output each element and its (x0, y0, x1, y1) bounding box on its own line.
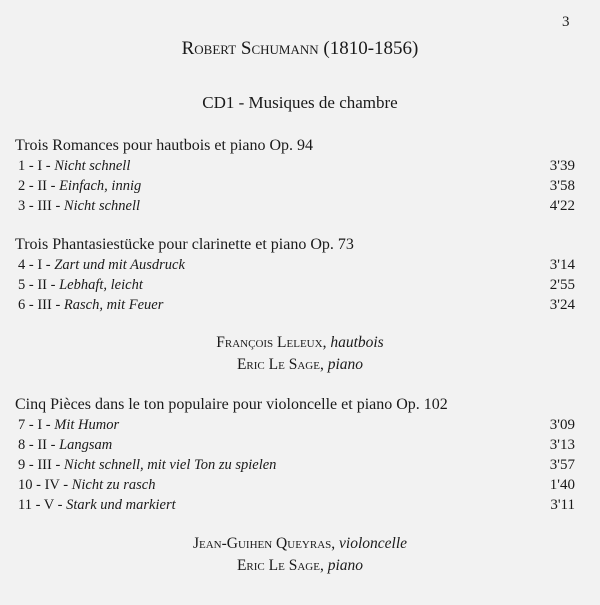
track-duration: 1'40 (549, 477, 575, 493)
track-title: Nicht schnell (54, 158, 131, 174)
work-section (15, 136, 575, 216)
track-row (15, 295, 575, 315)
track-title: Mit Humor (54, 417, 120, 433)
track-title: Nicht schnell (63, 198, 141, 214)
performer-name: Eric Le Sage (236, 557, 320, 574)
track-number: 11 - V - (18, 497, 67, 513)
track-duration: 3'58 (549, 178, 575, 194)
track-row (15, 196, 575, 216)
track-number: 10 - IV - (18, 477, 72, 493)
track-title: Einfach, innig (59, 178, 142, 194)
track-row (15, 156, 575, 176)
track-title: Lebhaft, leicht (59, 277, 143, 293)
work-title: Cinq Pièces dans le ton populaire pour violoncelle et piano Op. 102 (15, 396, 448, 413)
work-section (15, 395, 575, 515)
track-duration: 4'22 (549, 198, 575, 214)
track-number: 7 - I - (18, 417, 55, 433)
track-title: Nicht schnell, mit viel Ton zu spielen (63, 457, 277, 473)
performer-line: Eric Le Sage, piano (236, 557, 364, 574)
performer-role: violoncelle (339, 535, 408, 552)
composer-name: Robert Schumann (181, 38, 319, 59)
page-number: 3 (562, 14, 570, 30)
track-number: 8 - II - (18, 437, 60, 453)
track-title: Zart und mit Ausdruck (54, 257, 185, 273)
track-title: Stark und markiert (66, 497, 176, 513)
work-title: Trois Phantasiestücke pour clarinette et piano Op. 73 (15, 236, 354, 253)
track-row (15, 495, 575, 515)
track-number: 9 - III - (18, 457, 64, 473)
performer-role: piano (327, 356, 364, 373)
track-row (15, 455, 575, 475)
track-number: 4 - I - (18, 257, 55, 273)
track-duration: 2'55 (549, 277, 575, 293)
track-number: 5 - II - (18, 277, 60, 293)
performer-name: Jean-Guihen Queyras (192, 535, 332, 552)
work-section (15, 235, 575, 315)
track-row (15, 176, 575, 196)
performer-line: Jean-Guihen Queyras, violoncelle (192, 535, 408, 552)
track-number: 2 - II - (18, 178, 60, 194)
track-duration: 3'57 (549, 457, 575, 473)
track-title: Langsam (59, 437, 113, 453)
track-duration: 3'11 (550, 497, 575, 513)
track-duration: 3'24 (549, 297, 575, 313)
composer-heading (0, 38, 600, 60)
performer-role: hautbois (330, 334, 384, 351)
performer-credits (0, 533, 600, 577)
track-number: 6 - III - (18, 297, 64, 313)
track-row (15, 255, 575, 275)
track-row (15, 435, 575, 455)
track-duration: 3'13 (549, 437, 575, 453)
cd-title: CD1 - Musiques de chambre (202, 93, 398, 112)
track-number: 3 - III - (18, 198, 64, 214)
performer-name: François Leleux (216, 334, 323, 351)
performer-line: Eric Le Sage, piano (236, 356, 364, 373)
track-title: Rasch, mit Feuer (63, 297, 164, 313)
track-number: 1 - I - (18, 158, 55, 174)
performer-role: piano (327, 557, 364, 574)
track-title: Nicht zu rasch (71, 477, 156, 493)
track-row (15, 275, 575, 295)
composer-dates: (1810-1856) (323, 38, 419, 59)
track-duration: 3'09 (549, 417, 575, 433)
track-duration: 3'14 (549, 257, 575, 273)
performer-line: François Leleux, hautbois (216, 334, 384, 351)
track-duration: 3'39 (549, 158, 575, 174)
performer-credits (0, 332, 600, 376)
work-title: Trois Romances pour hautbois et piano Op. 94 (15, 137, 314, 154)
performer-name: Eric Le Sage (236, 356, 320, 373)
track-row (15, 475, 575, 495)
track-row (15, 415, 575, 435)
